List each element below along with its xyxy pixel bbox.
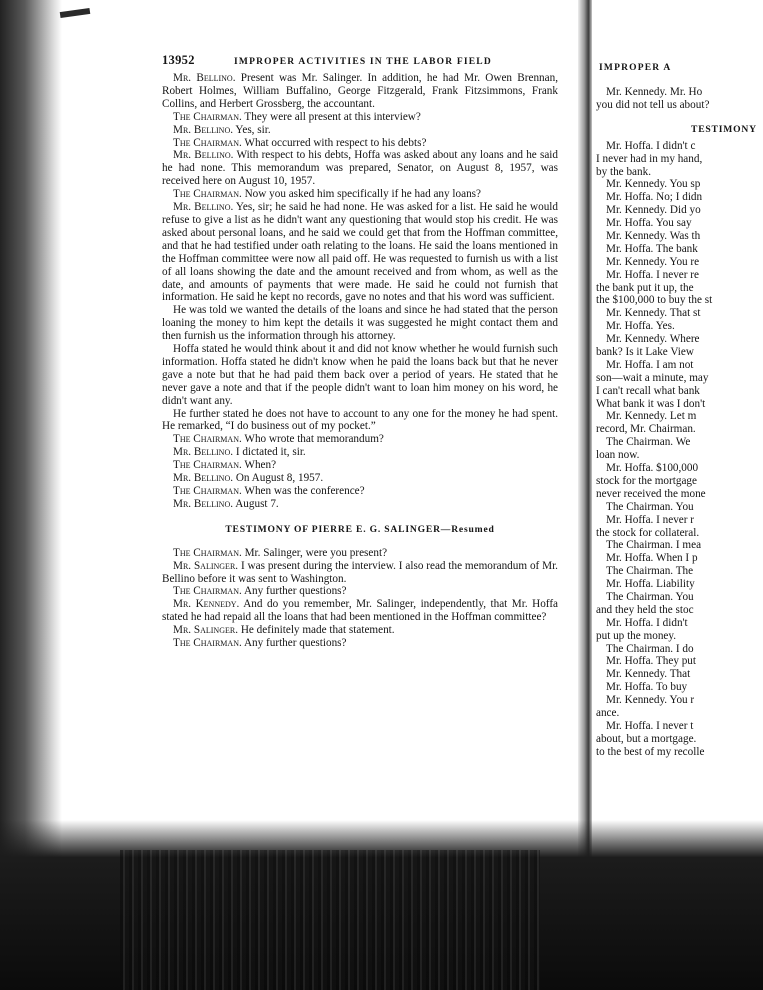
speech-text: And do you remember, Mr. Salinger, independently, that Mr. Hoffa stated he had repaid all the loans that had been mentioned in the Hoffman committee? — [162, 598, 559, 624]
right-text-line: by the bank. — [596, 165, 651, 178]
speaker-name: Mr. Salinger. — [173, 559, 239, 572]
right-text-line: Mr. Kennedy. You sp — [606, 178, 701, 191]
right-text-line: put up the money. — [596, 629, 677, 642]
speech-text: Now you asked him specifically if he had any loans? — [244, 188, 482, 201]
right-text-line: Mr. Kennedy. That — [606, 668, 691, 681]
testimony-paragraph — [162, 637, 558, 650]
speech-text: Who wrote that memorandum? — [244, 433, 384, 446]
right-text-line: Mr. Hoffa. The bank — [606, 242, 698, 255]
testimony-paragraph — [162, 408, 558, 434]
right-text-line: about, but a mortgage. — [596, 732, 697, 745]
right-text-line: Mr. Hoffa. I am not — [606, 358, 694, 371]
testimony-paragraph — [162, 188, 558, 201]
testimony-paragraph — [162, 446, 558, 459]
right-text-line: Mr. Kennedy. Mr. Ho — [606, 86, 703, 98]
testimony-paragraph — [162, 433, 558, 446]
right-text-line: Mr. Hoffa. They put — [606, 655, 697, 668]
speaker-name: The Chairman. — [173, 188, 242, 201]
speaker-name: Mr. Bellino. — [173, 201, 234, 214]
right-text-line: Mr. Kennedy. Was th — [606, 230, 701, 243]
testimony-paragraph — [162, 547, 558, 560]
right-text-line: Mr. Kennedy. You re — [606, 255, 700, 268]
speech-text: When? — [244, 459, 277, 472]
speaker-name: The Chairman. — [173, 585, 242, 598]
right-text-line: Mr. Hoffa. $100,000 — [606, 462, 699, 475]
right-text-line: The Chairman. We — [606, 436, 691, 449]
scanner-dark-region — [0, 820, 763, 990]
testimony-paragraph — [162, 137, 558, 150]
speech-text: They were all present at this interview? — [244, 110, 421, 123]
right-text-line: The Chairman. You — [606, 590, 694, 603]
right-text-line: Mr. Kennedy. Where — [606, 333, 700, 346]
speaker-name: Mr. Bellino. — [173, 472, 234, 485]
speech-text: Hoffa stated he would think about it and did not know whether he would furnish such information. Hoffa stated he didn't know when he paid the loans back but that he never gave a note but that he had paid them back over a period of years. He stated that he never gave a note and that if the people didn't want to loan him money on his word, he didn't want any. — [162, 343, 558, 407]
testimony-paragraph — [162, 124, 558, 137]
speech-text: I was present during the interview. I also read the memorandum of Mr. Bellino before it was sent to Washington. — [162, 559, 558, 585]
speech-text: He was told we wanted the details of the loans and since he had stated that the person loaning the money to him kept the details it was suggested he might contact them and then furnish us the information through his attorney. — [162, 304, 558, 343]
testimony-paragraph — [162, 498, 558, 511]
speech-text: Yes, sir; he said he had none. He was asked for a list. He said he would refuse to give a list as he didn't want any questioning that would stop his credit. He was asked about personal loans, and he said we could get that from the Hoffman committee, and that he had testified under oath relating to the loans. He said the loans mentioned in the Hoffman committee were now all paid off. He was requested to furnish us with a list of all loans showing the date and the amount received and from whom, as well as the date, and amounts of payments that were made. He said he could not furnish that information. He said he kept no records, gave no notes and that his word was sufficient. — [162, 201, 558, 304]
right-text-line: Mr. Hoffa. I didn't — [606, 616, 688, 629]
right-text-line: loan now. — [596, 449, 640, 462]
speaker-name: The Chairman. — [173, 136, 242, 149]
right-text-line: Mr. Kennedy. You r — [606, 694, 695, 707]
right-text-line: The Chairman. I do — [606, 642, 694, 655]
right-text-line: ance. — [596, 706, 620, 719]
right-text-line: and they held the stoc — [596, 603, 694, 616]
speaker-name: The Chairman. — [173, 433, 242, 446]
right-text-line: The Chairman. The — [606, 565, 694, 578]
speaker-name: The Chairman. — [173, 110, 242, 123]
right-text-line: Mr. Hoffa. I never r — [606, 513, 695, 526]
speech-text: Mr. Salinger, were you present? — [244, 546, 388, 559]
right-text-line: I never had in my hand, — [596, 152, 703, 165]
page-number: 13952 — [162, 53, 195, 67]
right-text-line: I can't recall what bank — [596, 384, 700, 397]
speech-text: What occurred with respect to his debts? — [244, 136, 427, 149]
right-page — [596, 62, 763, 759]
right-section-heading: TESTIMONY — [691, 123, 757, 135]
speaker-name: The Chairman. — [173, 637, 242, 650]
speech-text: Any further questions? — [243, 585, 347, 598]
speaker-name: The Chairman. — [173, 485, 242, 497]
right-text-line: you did not tell us about? — [596, 98, 710, 111]
right-text-line: to the best of my recolle — [596, 745, 705, 758]
speaker-name: Mr. Bellino. — [173, 149, 234, 162]
right-text-line: Mr. Hoffa. When I p — [606, 552, 698, 565]
testimony-paragraph — [162, 201, 558, 304]
right-page-lines — [596, 86, 763, 759]
testimony-text-after — [162, 547, 558, 650]
right-text-line: the stock for collateral. — [596, 526, 700, 539]
testimony-paragraph — [162, 304, 558, 343]
scan-artifact-mark — [60, 8, 91, 18]
right-text-line: Mr. Hoffa. I never re — [606, 268, 699, 281]
right-running-head: IMPROPER A — [599, 63, 672, 73]
speaker-name: Mr. Bellino. — [173, 446, 234, 459]
speaker-name: Mr. Bellino. — [173, 497, 234, 510]
right-text-line: Mr. Kennedy. Let m — [606, 410, 697, 423]
right-text-line: Mr. Kennedy. Did yo — [606, 204, 701, 217]
speech-text: He further stated he does not have to account to any one for the money he had spent. He remarked, “I do business out of my pocket.” — [162, 407, 558, 433]
right-text-line: the bank put it up, the — [596, 281, 694, 294]
right-text-line: never received the mone — [596, 487, 706, 500]
speech-text: Present was Mr. Salinger. In addition, he had Mr. Owen Brennan, Robert Holmes, William Buffalino, George Fitzgerald, Frank Fitzsimmons, Frank Collins, and Herbert Grossberg, the accountant. — [162, 72, 558, 110]
speech-text: On August 8, 1957. — [235, 472, 324, 485]
speaker-name: Mr. Bellino. — [173, 123, 234, 136]
testimony-paragraph — [162, 598, 558, 624]
testimony-text-before — [162, 72, 558, 511]
testimony-paragraph — [162, 560, 558, 586]
right-text-line: Mr. Hoffa. No; I didn — [606, 191, 703, 204]
left-page — [162, 54, 558, 650]
right-text-line: son—wait a minute, may — [596, 371, 709, 384]
speech-text: When was the conference? — [244, 485, 365, 497]
speaker-name: The Chairman. — [173, 459, 242, 472]
right-text-line: Mr. Hoffa. You say — [606, 217, 692, 230]
right-text-line: Mr. Hoffa. Yes. — [606, 320, 675, 333]
right-text-line: What bank it was I don't — [596, 397, 706, 410]
right-text-line: Mr. Hoffa. I didn't c — [606, 139, 696, 152]
right-text-line: Mr. Hoffa. Liability — [606, 578, 695, 591]
testimony-paragraph — [162, 624, 558, 637]
testimony-paragraph — [162, 485, 558, 498]
section-heading: TESTIMONY OF PIERRE E. G. SALINGER—Resumed — [225, 523, 495, 535]
right-text-line: The Chairman. You — [606, 500, 694, 513]
testimony-paragraph — [162, 72, 558, 111]
speech-text: August 7. — [235, 497, 279, 510]
testimony-paragraph — [162, 149, 558, 188]
speaker-name: Mr. Kennedy. — [173, 598, 240, 611]
right-text-line: record, Mr. Chairman. — [596, 423, 696, 436]
speech-text: Any further questions? — [243, 637, 347, 650]
right-text-line: Mr. Hoffa. I never t — [606, 719, 694, 732]
speaker-name: Mr. Salinger. — [173, 624, 239, 637]
testimony-paragraph — [162, 472, 558, 485]
right-text-line: bank? Is it Lake View — [596, 346, 694, 359]
right-text-line: Mr. Hoffa. To buy — [606, 681, 688, 694]
right-text-line: stock for the mortgage — [596, 474, 697, 487]
running-head: IMPROPER ACTIVITIES IN THE LABOR FIELD — [234, 57, 492, 67]
right-text-line: the $100,000 to buy the st — [596, 294, 713, 307]
speech-text: Yes, sir. — [235, 123, 271, 136]
speaker-name: Mr. Bellino. — [173, 72, 236, 84]
speech-text: With respect to his debts, Hoffa was asked about any loans and he said he had none. This memorandum was prepared, Senator, on August 8, 1957, was received here on August 10, 1957. — [162, 149, 559, 188]
page-header — [162, 54, 558, 72]
right-text-line: Mr. Kennedy. That st — [606, 307, 701, 320]
speech-text: I dictated it, sir. — [235, 446, 306, 459]
testimony-paragraph — [162, 343, 558, 408]
speaker-name: The Chairman. — [173, 546, 242, 559]
right-text-line: The Chairman. I mea — [606, 539, 702, 552]
speech-text: He definitely made that statement. — [240, 624, 395, 637]
testimony-paragraph — [162, 459, 558, 472]
testimony-paragraph — [162, 111, 558, 124]
testimony-paragraph — [162, 585, 558, 598]
